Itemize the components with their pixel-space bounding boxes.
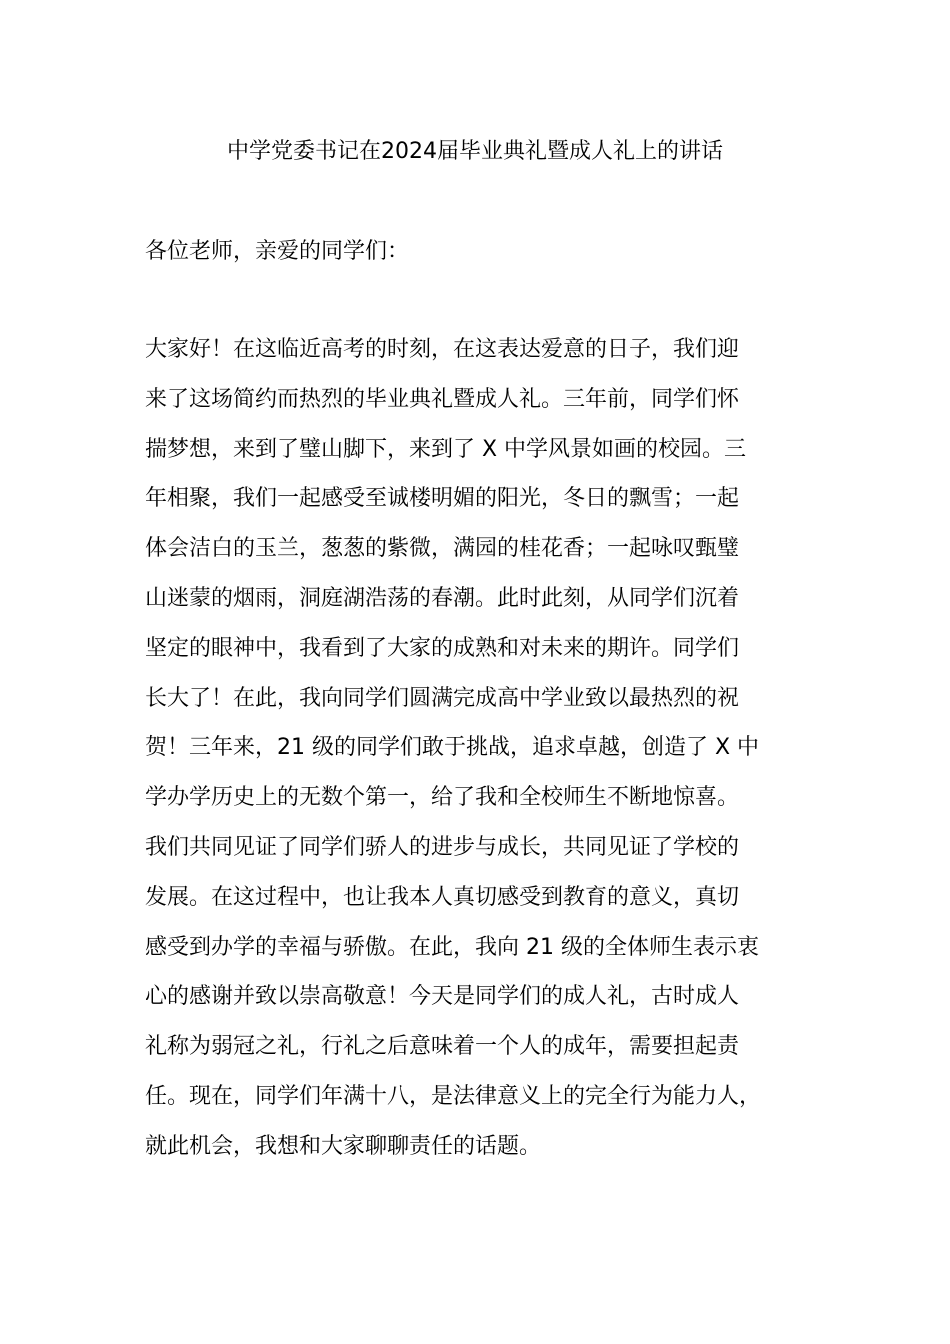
- paragraph-line: 长大了！在此，我向同学们圆满完成高中学业致以最热烈的祝: [145, 685, 740, 711]
- paragraph-line: 任。现在，同学们年满十八，是法律意义上的完全行为能力人，: [145, 1083, 762, 1109]
- paragraph-line: 礼称为弱冠之礼，行礼之后意味着一个人的成年，需要担起责: [145, 1034, 740, 1060]
- paragraph-line: 心的感谢并致以崇高敬意！今天是同学们的成人礼，古时成人: [145, 984, 740, 1010]
- paragraph-line: 就此机会，我想和大家聊聊责任的话题。: [145, 1133, 542, 1159]
- paragraph-line: 山迷蒙的烟雨，洞庭湖浩荡的春潮。此时此刻，从同学们沉着: [145, 585, 740, 611]
- paragraph-line: 感受到办学的幸福与骄傲。在此，我向 21 级的全体师生表示衷: [145, 934, 759, 960]
- paragraph-line: 学办学历史上的无数个第一，给了我和全校师生不断地惊喜。: [145, 785, 740, 811]
- page-title: 中学党委书记在2024届毕业典礼暨成人礼上的讲话: [227, 139, 723, 164]
- body-paragraph: [145, 330, 825, 1177]
- paragraph-line: 坚定的眼神中，我看到了大家的成熟和对未来的期许。同学们: [145, 635, 740, 661]
- paragraph-line: 揣梦想，来到了璧山脚下，来到了 X 中学风景如画的校园。三: [145, 436, 747, 462]
- paragraph-line: 大家好！在这临近高考的时刻，在这表达爱意的日子，我们迎: [145, 337, 740, 362]
- paragraph-line: 我们共同见证了同学们骄人的进步与成长，共同见证了学校的: [145, 834, 740, 860]
- paragraph-line: 贺！三年来，21 级的同学们敢于挑战，追求卓越，创造了 X 中: [145, 735, 760, 761]
- paragraph-line: 年相聚，我们一起感受至诚楼明媚的阳光，冬日的飘雪；一起: [145, 486, 740, 512]
- paragraph-line: 发展。在这过程中，也让我本人真切感受到教育的意义，真切: [145, 884, 740, 910]
- paragraph-line: 来了这场简约而热烈的毕业典礼暨成人礼。三年前，同学们怀: [145, 386, 740, 412]
- paragraph-line: 体会洁白的玉兰，葱葱的紫微，满园的桂花香；一起咏叹甄璧: [145, 536, 740, 562]
- salutation: 各位老师，亲爱的同学们：: [145, 239, 410, 264]
